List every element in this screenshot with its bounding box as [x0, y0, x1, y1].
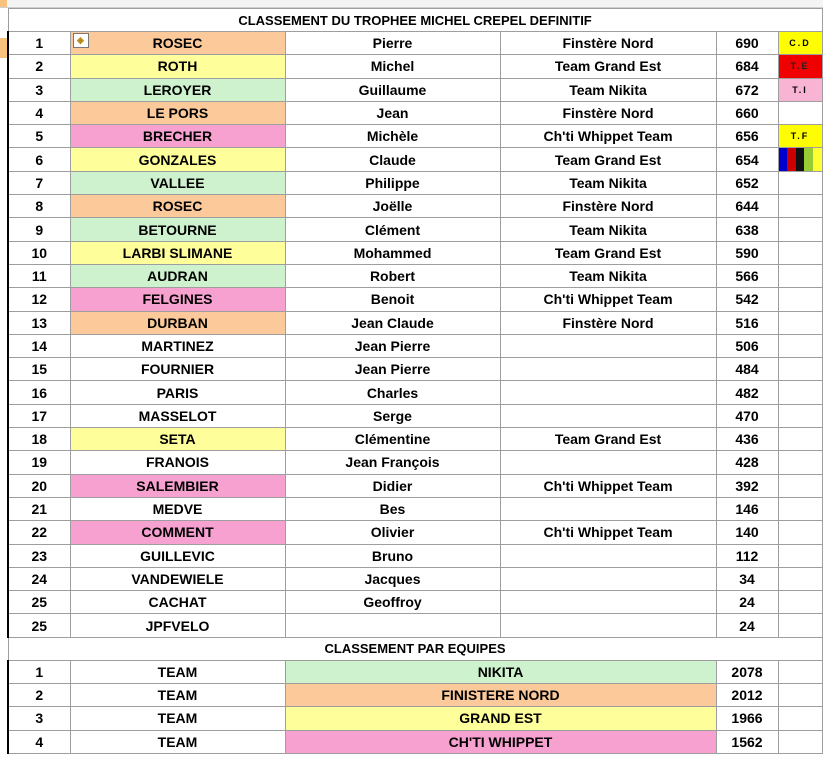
name-cell[interactable] [70, 334, 285, 357]
table-row [8, 195, 822, 218]
team-name-cell[interactable]: NIKITA [285, 660, 716, 683]
badge-cell[interactable] [778, 404, 822, 427]
points-cell[interactable]: 24 [716, 614, 778, 637]
team-extra-cell[interactable] [778, 730, 822, 753]
rank-cell[interactable]: 24 [8, 567, 70, 590]
team-label-cell[interactable]: TEAM [70, 707, 285, 730]
team-cell[interactable]: Ch'ti Whippet Team [500, 288, 716, 311]
name-cell[interactable] [70, 521, 285, 544]
firstname-cell[interactable]: Clémentine [285, 428, 500, 451]
team-points-cell[interactable]: 2012 [716, 684, 778, 707]
rank-cell[interactable]: 25 [8, 614, 70, 637]
badge-cell[interactable] [778, 451, 822, 474]
rank-cell[interactable]: 2 [8, 55, 70, 78]
table-row [8, 311, 822, 334]
table-row [8, 171, 822, 194]
team-cell[interactable] [500, 591, 716, 614]
name-text: MARTINEZ [141, 338, 214, 354]
badge-cell[interactable] [778, 171, 822, 194]
team-cell[interactable]: Team Nikita [500, 78, 716, 101]
table-row [8, 567, 822, 590]
team-cell[interactable] [500, 497, 716, 520]
rank-cell[interactable]: 4 [8, 101, 70, 124]
firstname-cell[interactable]: Benoit [285, 288, 500, 311]
badge-cell[interactable] [778, 218, 822, 241]
team-rank-cell[interactable]: 2 [8, 684, 70, 707]
points-cell[interactable]: 146 [716, 497, 778, 520]
name-text: ROTH [157, 58, 198, 75]
badge-cell[interactable]: T.I [778, 78, 822, 101]
name-cell[interactable] [70, 101, 285, 124]
selected-column-marker [0, 0, 7, 7]
name-cell[interactable] [70, 614, 285, 637]
team-rank-cell[interactable]: 1 [8, 660, 70, 683]
name-cell[interactable] [70, 148, 285, 171]
badge-cell[interactable] [778, 311, 822, 334]
firstname-cell[interactable]: Guillaume [285, 78, 500, 101]
badge-cell[interactable] [778, 148, 822, 171]
name-cell[interactable] [70, 32, 285, 55]
firstname-cell[interactable]: Jean François [285, 451, 500, 474]
firstname-cell[interactable]: Jean [285, 101, 500, 124]
name-cell[interactable] [70, 195, 285, 218]
rank-cell[interactable]: 10 [8, 241, 70, 264]
name-cell[interactable] [70, 544, 285, 567]
points-cell[interactable]: 140 [716, 521, 778, 544]
name-text: LEROYER [143, 81, 212, 98]
badge-cell[interactable] [778, 567, 822, 590]
name-text: AUDRAN [147, 268, 208, 285]
name-text: LE PORS [146, 105, 209, 122]
team-cell[interactable]: Finstère Nord [500, 195, 716, 218]
points-cell[interactable]: 482 [716, 381, 778, 404]
team-cell[interactable]: Ch'ti Whippet Team [500, 125, 716, 148]
rank-cell[interactable]: 5 [8, 125, 70, 148]
team-cell[interactable] [500, 404, 716, 427]
table-row [8, 497, 822, 520]
table-row [8, 125, 822, 148]
team-cell[interactable]: Ch'ti Whippet Team [500, 474, 716, 497]
name-text: VALLEE [150, 174, 205, 191]
table-row [8, 55, 822, 78]
name-text: FOURNIER [140, 361, 215, 378]
team-extra-cell[interactable] [778, 684, 822, 707]
team-cell[interactable]: Finstère Nord [500, 32, 716, 55]
name-cell[interactable] [70, 125, 285, 148]
points-cell[interactable]: 690 [716, 32, 778, 55]
table-row [8, 218, 822, 241]
table-row [8, 591, 822, 614]
table-row [8, 32, 822, 55]
badge-cell[interactable] [778, 241, 822, 264]
rank-cell[interactable]: 7 [8, 171, 70, 194]
rank-cell[interactable]: 25 [8, 591, 70, 614]
name-text: DURBAN [147, 314, 208, 331]
table-row [8, 404, 822, 427]
rank-cell[interactable]: 6 [8, 148, 70, 171]
name-text: PARIS [156, 384, 199, 401]
name-text: BETOURNE [138, 221, 217, 238]
points-cell[interactable]: 656 [716, 125, 778, 148]
firstname-cell[interactable]: Jacques [285, 567, 500, 590]
team-cell[interactable]: Team Nikita [500, 171, 716, 194]
name-text: FELGINES [142, 291, 213, 308]
name-cell[interactable] [70, 78, 285, 101]
name-cell[interactable] [70, 381, 285, 404]
points-cell[interactable]: 516 [716, 311, 778, 334]
firstname-cell[interactable]: Philippe [285, 171, 500, 194]
table-row [8, 264, 822, 287]
team-rank-cell[interactable]: 4 [8, 730, 70, 753]
rank-cell[interactable]: 8 [8, 195, 70, 218]
firstname-cell[interactable]: Olivier [285, 521, 500, 544]
firstname-cell[interactable]: Michel [285, 55, 500, 78]
table-row [8, 288, 822, 311]
name-cell[interactable] [70, 264, 285, 287]
team-points-cell[interactable]: 1562 [716, 730, 778, 753]
team-label-cell[interactable]: TEAM [70, 660, 285, 683]
badge-cell[interactable] [778, 358, 822, 381]
team-cell[interactable] [500, 614, 716, 637]
name-text: ROSEC [152, 35, 203, 52]
points-cell[interactable]: 112 [716, 544, 778, 567]
team-cell[interactable] [500, 381, 716, 404]
name-cell[interactable] [70, 171, 285, 194]
team-cell[interactable] [500, 567, 716, 590]
team-row [8, 707, 822, 730]
name-cell[interactable] [70, 474, 285, 497]
points-cell[interactable]: 672 [716, 78, 778, 101]
name-text: FRANOIS [146, 454, 209, 471]
rank-cell[interactable]: 14 [8, 334, 70, 357]
firstname-cell[interactable]: Bes [285, 497, 500, 520]
rank-cell[interactable]: 21 [8, 497, 70, 520]
team-cell[interactable]: Team Grand Est [500, 428, 716, 451]
ranking-table [7, 8, 823, 754]
points-cell[interactable]: 566 [716, 264, 778, 287]
team-points-cell[interactable]: 1966 [716, 707, 778, 730]
name-text: LARBI SLIMANE [122, 244, 233, 261]
table-row [8, 521, 822, 544]
name-cell[interactable] [70, 591, 285, 614]
team-cell[interactable]: Finstère Nord [500, 101, 716, 124]
team-extra-cell[interactable] [778, 660, 822, 683]
team-section-title: CLASSEMENT PAR EQUIPES [8, 637, 822, 660]
team-row [8, 660, 822, 683]
team-extra-cell[interactable] [778, 707, 822, 730]
team-cell[interactable]: Team Grand Est [500, 55, 716, 78]
firstname-cell[interactable]: Serge [285, 404, 500, 427]
team-section-header [8, 637, 822, 660]
rank-cell[interactable]: 19 [8, 451, 70, 474]
table-row [8, 544, 822, 567]
firstname-cell[interactable]: Jean Claude [285, 311, 500, 334]
badge-cell[interactable] [778, 101, 822, 124]
team-row [8, 684, 822, 707]
name-text: SALEMBIER [136, 477, 219, 494]
rank-cell[interactable]: 12 [8, 288, 70, 311]
firstname-cell[interactable]: Claude [285, 148, 500, 171]
team-label-cell[interactable]: TEAM [70, 730, 285, 753]
points-cell[interactable]: 34 [716, 567, 778, 590]
rank-cell[interactable]: 20 [8, 474, 70, 497]
points-cell[interactable]: 590 [716, 241, 778, 264]
badge-cell[interactable] [778, 288, 822, 311]
table-row [8, 101, 822, 124]
name-cell[interactable] [70, 567, 285, 590]
rank-cell[interactable]: 22 [8, 521, 70, 544]
page-title: CLASSEMENT DU TROPHEE MICHEL CREPEL DEFINITIF [8, 9, 822, 32]
rank-cell[interactable]: 15 [8, 358, 70, 381]
table-row [8, 78, 822, 101]
name-text: BRECHER [142, 128, 213, 145]
table-row [8, 451, 822, 474]
team-cell[interactable]: Ch'ti Whippet Team [500, 521, 716, 544]
points-cell[interactable]: 484 [716, 358, 778, 381]
badge-cell[interactable] [778, 614, 822, 637]
column-header-strip [0, 0, 823, 8]
name-text: MASSELOT [138, 407, 217, 424]
table-row [8, 241, 822, 264]
table-row [8, 334, 822, 357]
badge-cell[interactable] [778, 381, 822, 404]
badge-cell[interactable] [778, 591, 822, 614]
name-text: ROSEC [152, 198, 203, 215]
points-cell[interactable]: 436 [716, 428, 778, 451]
team-name-cell[interactable]: GRAND EST [285, 707, 716, 730]
badge-cell[interactable] [778, 521, 822, 544]
ranking-body [8, 9, 822, 754]
firstname-cell[interactable]: Mohammed [285, 241, 500, 264]
rank-cell[interactable]: 11 [8, 264, 70, 287]
table-row [8, 381, 822, 404]
badge-cell[interactable] [778, 428, 822, 451]
team-cell[interactable] [500, 334, 716, 357]
badge-cell[interactable]: T.F [778, 125, 822, 148]
firstname-cell[interactable]: Jean Pierre [285, 358, 500, 381]
team-cell[interactable]: Team Nikita [500, 218, 716, 241]
rank-cell[interactable]: 1 [8, 32, 70, 55]
table-row [8, 148, 822, 171]
team-cell[interactable]: Team Grand Est [500, 241, 716, 264]
rank-cell[interactable]: 3 [8, 78, 70, 101]
name-cell[interactable] [70, 451, 285, 474]
table-row [8, 614, 822, 637]
name-text: SETA [159, 431, 196, 448]
rank-cell[interactable]: 23 [8, 544, 70, 567]
name-cell[interactable] [70, 218, 285, 241]
name-text: VANDEWIELE [131, 570, 224, 587]
table-row [8, 474, 822, 497]
name-cell[interactable] [70, 55, 285, 78]
badge-cell[interactable] [778, 264, 822, 287]
name-cell[interactable] [70, 311, 285, 334]
name-cell[interactable] [70, 288, 285, 311]
rank-cell[interactable]: 16 [8, 381, 70, 404]
badge-cell[interactable] [778, 195, 822, 218]
name-text: CACHAT [148, 594, 207, 611]
team-row [8, 730, 822, 753]
firstname-cell[interactable]: Geoffroy [285, 591, 500, 614]
name-text: GUILLEVIC [140, 547, 215, 564]
badge-cell[interactable] [778, 334, 822, 357]
firstname-cell[interactable]: Didier [285, 474, 500, 497]
name-cell[interactable] [70, 358, 285, 381]
team-cell[interactable] [500, 358, 716, 381]
rank-cell[interactable]: 9 [8, 218, 70, 241]
points-cell[interactable]: 542 [716, 288, 778, 311]
badge-cell[interactable]: C.D [778, 32, 822, 55]
points-cell[interactable]: 428 [716, 451, 778, 474]
rank-cell[interactable]: 17 [8, 404, 70, 427]
team-cell[interactable]: Team Grand Est [500, 148, 716, 171]
badge-cell[interactable] [778, 544, 822, 567]
team-cell[interactable]: Team Nikita [500, 264, 716, 287]
firstname-cell[interactable]: Clément [285, 218, 500, 241]
team-label-cell[interactable]: TEAM [70, 684, 285, 707]
team-name-cell[interactable]: FINISTERE NORD [285, 684, 716, 707]
name-cell[interactable] [70, 404, 285, 427]
points-cell[interactable]: 506 [716, 334, 778, 357]
badge-cell[interactable]: T.E [778, 55, 822, 78]
team-name-cell[interactable]: CH'TI WHIPPET [285, 730, 716, 753]
points-cell[interactable]: 684 [716, 55, 778, 78]
firstname-cell[interactable]: Bruno [285, 544, 500, 567]
team-cell[interactable] [500, 451, 716, 474]
name-text: GONZALES [138, 151, 217, 168]
team-cell[interactable] [500, 544, 716, 567]
firstname-cell[interactable]: Michèle [285, 125, 500, 148]
team-points-cell[interactable]: 2078 [716, 660, 778, 683]
badge-cell[interactable] [778, 497, 822, 520]
name-cell[interactable] [70, 241, 285, 264]
warning-icon[interactable]: ◈ [73, 33, 89, 48]
firstname-cell[interactable]: Joëlle [285, 195, 500, 218]
name-text: COMMENT [141, 524, 214, 541]
points-cell[interactable]: 652 [716, 171, 778, 194]
firstname-cell[interactable]: Charles [285, 381, 500, 404]
points-cell[interactable]: 654 [716, 148, 778, 171]
firstname-cell[interactable]: Robert [285, 264, 500, 287]
table-row [8, 428, 822, 451]
points-cell[interactable]: 24 [716, 591, 778, 614]
firstname-cell[interactable]: Pierre [285, 32, 500, 55]
points-cell[interactable]: 660 [716, 101, 778, 124]
points-cell[interactable]: 470 [716, 404, 778, 427]
name-cell[interactable] [70, 497, 285, 520]
team-cell[interactable]: Finstère Nord [500, 311, 716, 334]
flag-icon [779, 148, 822, 170]
name-cell[interactable] [70, 428, 285, 451]
name-text: JPFVELO [145, 617, 210, 634]
team-rank-cell[interactable]: 3 [8, 707, 70, 730]
table-row [8, 358, 822, 381]
rank-cell[interactable]: 18 [8, 428, 70, 451]
points-cell[interactable]: 644 [716, 195, 778, 218]
rank-cell[interactable]: 13 [8, 311, 70, 334]
name-text: MEDVE [152, 501, 203, 518]
badge-cell[interactable] [778, 474, 822, 497]
points-cell[interactable]: 638 [716, 218, 778, 241]
points-cell[interactable]: 392 [716, 474, 778, 497]
firstname-cell[interactable]: Jean Pierre [285, 334, 500, 357]
firstname-cell[interactable] [285, 614, 500, 637]
selected-row-marker [0, 38, 7, 58]
